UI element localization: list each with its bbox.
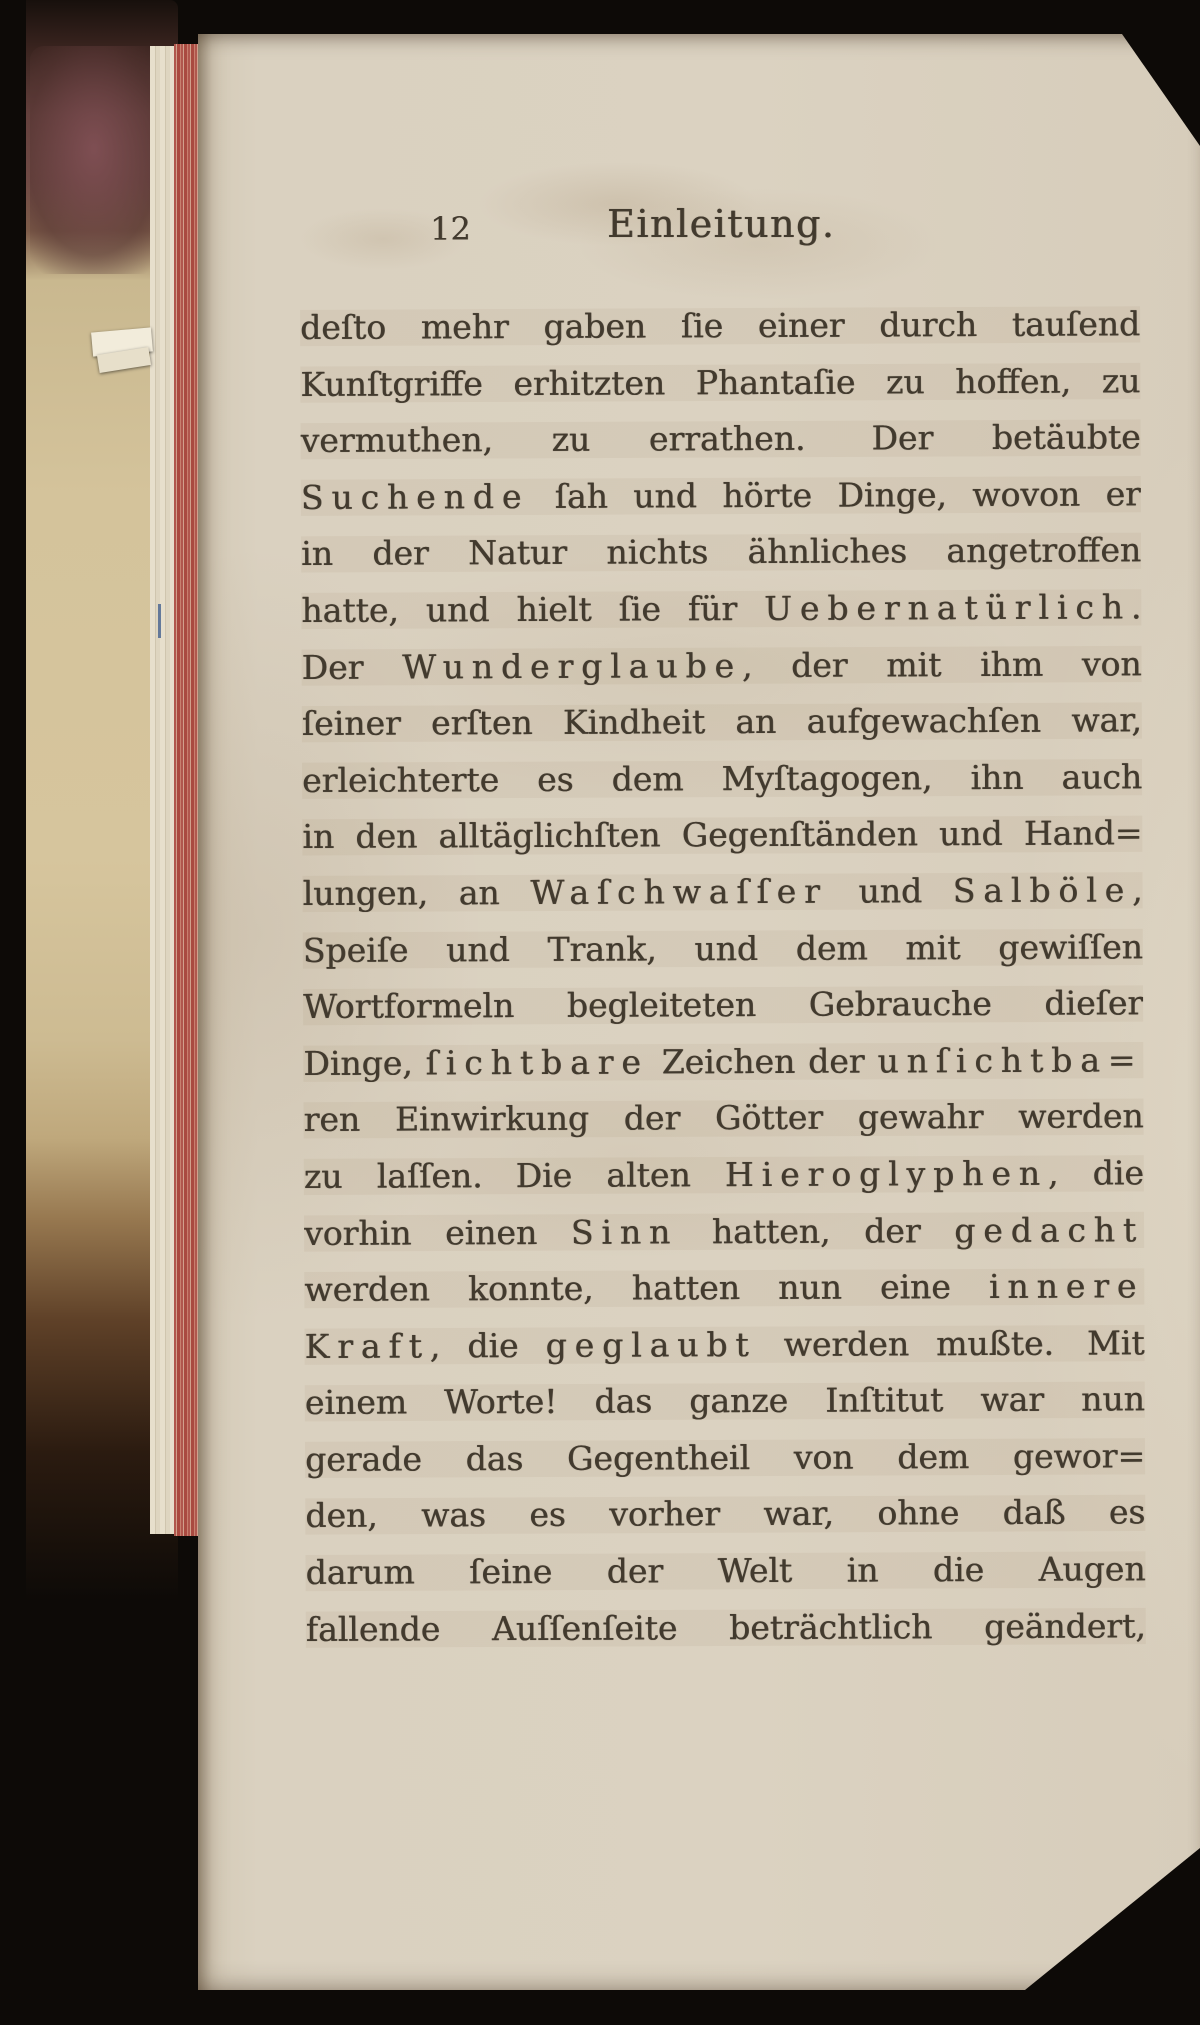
text-line (301, 636, 1141, 696)
text-segment: vorhin einen (303, 1212, 571, 1253)
text-line (303, 1089, 1143, 1149)
text-segment: in den alltäglichſten Gegenſtänden und Hand= (302, 813, 1143, 857)
text-line (305, 1541, 1145, 1601)
text-segment: Die alten (515, 1155, 725, 1195)
text-segment: , (1131, 870, 1143, 910)
text-segment: Der betäubte (871, 417, 1141, 458)
page-block-edge (150, 46, 174, 1534)
book-page (198, 34, 1200, 1990)
text-line (300, 410, 1140, 470)
letterspaced-word: Uebernatürlich (764, 587, 1131, 628)
letterspaced-word: Sinn (570, 1211, 679, 1252)
text-segment: Dinge, (303, 1043, 426, 1083)
text-line (305, 1372, 1145, 1432)
text-segment: lungen, an (302, 872, 531, 913)
letterspaced-word: Kraft (304, 1326, 430, 1366)
text-segment: Speiſe und Trank, und dem mit gewiſſen (302, 926, 1143, 970)
letterspaced-word: unſichtba= (877, 1040, 1144, 1081)
text-segment: , der mit ihm von (741, 643, 1142, 685)
letterspaced-word: gedacht (954, 1209, 1145, 1250)
text-line (301, 466, 1141, 526)
text-line (303, 1032, 1143, 1092)
fore-edge-stripes (174, 44, 200, 1536)
letterspaced-word: Suchende (300, 476, 530, 517)
text-line (303, 919, 1143, 979)
text-segment: ſah und hörte Dinge, wovon er (529, 474, 1141, 516)
text-line (301, 579, 1141, 639)
text-line (304, 1315, 1144, 1375)
text-segment: Zeichen der (648, 1041, 878, 1082)
text-line (303, 975, 1143, 1035)
corner-shadow-bottom-right (1025, 1848, 1200, 1990)
text-segment: . (1130, 587, 1142, 627)
text-segment: Der (301, 647, 403, 687)
text-line (305, 1428, 1145, 1488)
text-line (300, 296, 1140, 356)
text-segment: werden konnte, hatten nun eine (304, 1267, 989, 1310)
text-segment: hatten, der (678, 1210, 955, 1251)
letterspaced-word: innere (988, 1266, 1145, 1307)
text-line (302, 692, 1142, 752)
text-segment: erleichterte es dem Myſtagogen, ihn auch (302, 757, 1143, 800)
letterspaced-word: Wunderglaube (401, 645, 742, 687)
text-segment: , die (1047, 1153, 1144, 1193)
body-text (300, 296, 1146, 1658)
text-segment: zu laſſen. (303, 1155, 516, 1196)
page-number: 12 (430, 210, 471, 248)
text-segment: darum ſeine der Welt in die Augen (305, 1549, 1146, 1593)
text-line (300, 353, 1140, 413)
text-segment: vermuthen, zu errathen. (300, 418, 872, 461)
page-header (300, 202, 1140, 264)
text-segment: in der Natur nichts ähnliches angetroffen (301, 530, 1142, 574)
text-segment: werden mußte. Mit (756, 1323, 1145, 1364)
text-line (306, 1598, 1146, 1658)
text-line (302, 806, 1142, 866)
letterspaced-word: Waſchwaſſer (530, 871, 828, 912)
text-line (302, 862, 1142, 922)
text-segment: Wortformeln begleiteten Gebrauche dieſer (302, 983, 1144, 1027)
text-segment: den, was es vorher war, ohne daß es (305, 1492, 1146, 1536)
letterspaced-word: Hieroglyphen (724, 1153, 1048, 1195)
text-line (304, 1258, 1144, 1318)
text-line (305, 1485, 1145, 1545)
text-segment: einem Worte! das ganze Inſtitut war nun (304, 1379, 1145, 1423)
text-segment: deſto mehr gaben ſie einer durch tauſend (300, 304, 1141, 347)
corner-shadow-top-right (1122, 34, 1200, 146)
letterspaced-word: ſichtbare (425, 1042, 649, 1083)
text-segment: ren Einwirkung der Götter gewahr werden (303, 1096, 1144, 1140)
text-segment: , die (429, 1325, 546, 1366)
text-segment: gerade das Gegentheil von dem gewor= (304, 1436, 1146, 1479)
letterspaced-word: geglaubt (545, 1324, 757, 1365)
text-segment: ſeiner erſten Kindheit an aufgewachſen war, (301, 700, 1142, 744)
text-line (304, 1202, 1144, 1262)
text-segment: fallende Auſſenſeite beträchtlich geändert, (305, 1605, 1146, 1649)
text-line (304, 1145, 1144, 1205)
text-segment: und (827, 871, 953, 911)
text-line (302, 749, 1142, 809)
text-line (301, 523, 1141, 583)
blue-ink-mark (158, 604, 161, 638)
text-segment: Kunſtgriffe erhitzten Phantaſie zu hoffen, zu (300, 360, 1141, 404)
letterspaced-word: Salböle (952, 870, 1133, 911)
page-heading: Einleitung. (607, 202, 836, 246)
text-segment: hatte, und hielt ſie für (301, 588, 765, 630)
